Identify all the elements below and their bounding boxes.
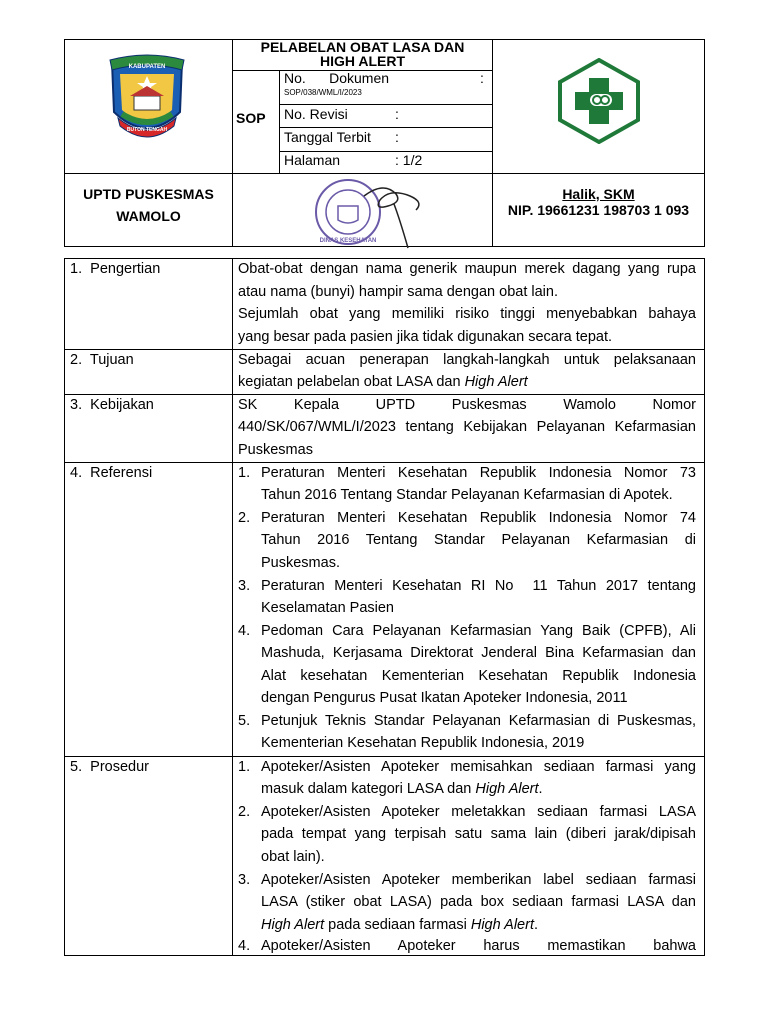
- referensi-1-line-2: Tahun 2016 Tentang Standar Pelayanan Kefarmasian di Apotek.: [261, 487, 673, 503]
- pengertian-line-4: yang besar pada pasien jika tidak digunakan secara tepat.: [238, 329, 613, 345]
- signatory: [493, 186, 704, 218]
- referensi-4-line-2: Mashuda, Kerjasama Direktorat Jenderal Bina Kefarmasian dan: [261, 645, 696, 661]
- org-name-line1: UPTD PUSKESMAS: [83, 186, 214, 202]
- prosedur-3-line-1: Apoteker/Asisten Apoteker memberikan label sediaan farmasi: [261, 872, 696, 888]
- section-label-prosedur: 5. Prosedur: [70, 759, 149, 775]
- referensi-4-line-1: Pedoman Cara Pelayanan Kefarmasian Yang Baik (CPFB), Ali: [261, 623, 696, 639]
- prosedur-2-line-2: pada tempat yang terpisah satu sama lain (diberi jarak/dipisah: [261, 826, 696, 842]
- referensi-num-1: 1.: [238, 465, 251, 481]
- referensi-5-line-2: Kementerian Kesehatan Republik Indonesia, 2019: [261, 735, 585, 751]
- prosedur-num-4: 4.: [238, 938, 251, 954]
- referensi-1-line-1: Peraturan Menteri Kesehatan Republik Indonesia Nomor 73: [261, 465, 696, 481]
- referensi-4-line-3: Alat kesehatan Kementerian Kesehatan Republik Indonesia: [261, 668, 696, 684]
- prosedur-num-1: 1.: [238, 759, 251, 775]
- section-label-kebijakan: 3. Kebijakan: [70, 397, 154, 413]
- issue-date-label: Tanggal Terbit: [284, 129, 371, 145]
- official-stamp: [304, 176, 434, 256]
- doc-no-label: No. Dokumen: [284, 70, 390, 86]
- doc-no-colon: :: [480, 70, 484, 86]
- kebijakan-line-3: Puskesmas: [238, 442, 313, 458]
- page-value: : 1/2: [395, 152, 423, 168]
- kebijakan-line-1: SK Kepala UPTD Puskesmas Wamolo Nomor: [238, 397, 696, 413]
- prosedur-3-line-3-italic-a: High Alert: [261, 917, 325, 933]
- pengertian-line-3: Sejumlah obat yang memiliki risiko tinggi menyebabkan bahaya: [238, 306, 696, 322]
- section-label-referensi: 4. Referensi: [70, 465, 153, 481]
- referensi-3-line-1: Peraturan Menteri Kesehatan RI No 11 Tahun 2017 tentang: [261, 578, 696, 594]
- referensi-num-5: 5.: [238, 713, 251, 729]
- health-logo: [556, 58, 642, 144]
- revision-label: No. Revisi: [284, 106, 348, 122]
- referensi-4-line-4: dengan Pengurus Pusat Ikatan Apoteker Indonesia, 2011: [261, 690, 628, 706]
- signatory-nip: NIP. 19661231 198703 1 093: [507, 202, 690, 218]
- referensi-2-line-1: Peraturan Menteri Kesehatan Republik Indonesia Nomor 74: [261, 510, 696, 526]
- referensi-2-line-3: Puskesmas.: [261, 555, 340, 571]
- revision-value: :: [395, 106, 399, 122]
- stamp-text: DINAS KESEHATAN: [319, 238, 377, 244]
- signatory-name: Halik, SKM: [562, 186, 635, 202]
- prosedur-3-line-3-end: .: [533, 917, 539, 933]
- issue-date-value: :: [395, 129, 399, 145]
- page-title: [233, 40, 492, 68]
- prosedur-1-line-2-end: .: [538, 781, 543, 797]
- page-label: Halaman: [284, 152, 341, 168]
- tujuan-line-2-text: kegiatan pelabelan obat LASA dan: [238, 374, 465, 390]
- district-logo: [104, 52, 190, 148]
- prosedur-3-line-2: LASA (stiker obat LASA) pada box sediaan farmasi LASA dan: [261, 894, 696, 910]
- prosedur-num-2: 2.: [238, 804, 251, 820]
- sop-label: SOP: [236, 110, 266, 126]
- section-label-pengertian: 1. Pengertian: [70, 261, 161, 277]
- tujuan-line-2-italic: High Alert: [464, 374, 528, 390]
- kebijakan-line-2: 440/SK/067/WML/I/2023 tentang Kebijakan Pelayanan Kefarmasian: [238, 419, 696, 435]
- pengertian-line-1: Obat-obat dengan nama generik maupun merek dagang yang rupa: [238, 261, 696, 277]
- referensi-3-line-2: Keselamatan Pasien: [261, 600, 394, 616]
- prosedur-3-line-3-text: pada sediaan farmasi: [324, 917, 471, 933]
- prosedur-1-line-2-text: masuk dalam kategori LASA dan: [261, 781, 476, 797]
- prosedur-1-line-1: Apoteker/Asisten Apoteker memisahkan sediaan farmasi yang: [261, 759, 696, 775]
- prosedur-1-line-2: [261, 778, 696, 801]
- tujuan-line-1: Sebagai acuan penerapan langkah-langkah untuk pelaksanaan: [238, 352, 696, 368]
- referensi-num-3: 3.: [238, 578, 251, 594]
- referensi-num-4: 4.: [238, 623, 251, 639]
- prosedur-4-line-1: Apoteker/Asisten Apoteker harus memastikan bahwa: [261, 938, 696, 954]
- prosedur-3-line-3: [261, 914, 696, 937]
- referensi-2-line-2: Tahun 2016 Tentang Standar Pelayanan Kefarmasian di: [261, 532, 696, 548]
- prosedur-2-line-1: Apoteker/Asisten Apoteker meletakkan sediaan farmasi LASA: [261, 804, 696, 820]
- district-logo-top-text: KABUPATEN: [128, 64, 166, 70]
- page-title-line1: PELABELAN OBAT LASA DAN: [260, 39, 465, 55]
- referensi-5-line-1: Petunjuk Teknis Standar Pelayanan Kefarmasian di Puskesmas,: [261, 713, 696, 729]
- prosedur-3-line-3-italic-b: High Alert: [470, 917, 534, 933]
- referensi-num-2: 2.: [238, 510, 251, 526]
- pengertian-line-2: atau nama (bunyi) hampir sama dengan obat lain.: [238, 284, 558, 300]
- page-title-line2: HIGH ALERT: [319, 53, 406, 69]
- org-name-line2: WAMOLO: [116, 208, 181, 224]
- prosedur-1-line-2-italic: High Alert: [475, 781, 539, 797]
- doc-no-value: SOP/038/WML/I/2023: [284, 88, 362, 97]
- prosedur-num-3: 3.: [238, 872, 251, 888]
- tujuan-line-2: [238, 371, 696, 394]
- section-label-tujuan: 2. Tujuan: [70, 352, 134, 368]
- district-logo-bottom-text: BUTON TENGAH: [126, 127, 168, 133]
- prosedur-2-line-3: obat lain).: [261, 849, 325, 865]
- org-name: [65, 183, 232, 227]
